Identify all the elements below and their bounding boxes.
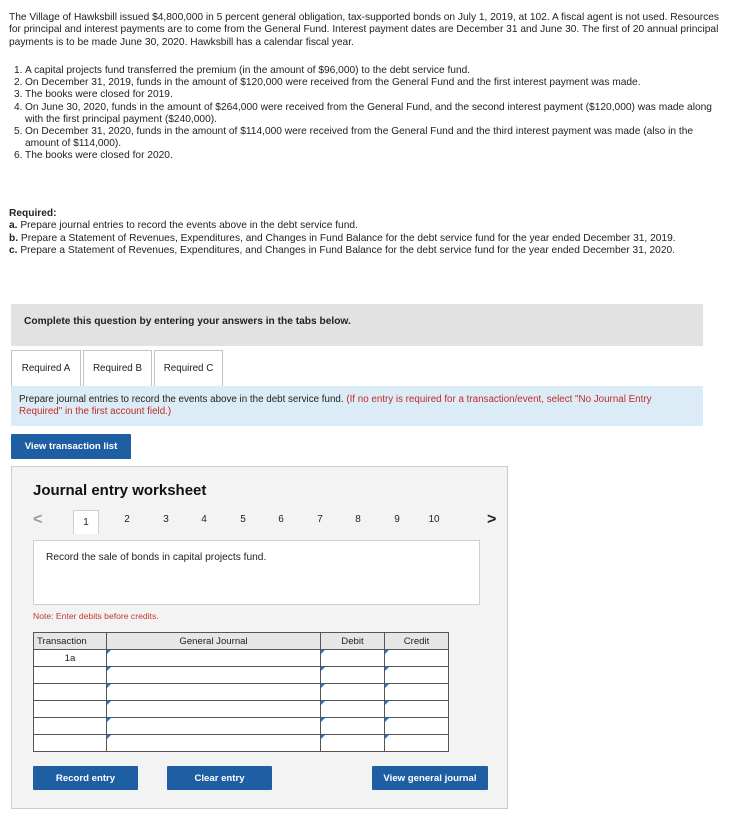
required-section bbox=[9, 208, 709, 258]
page-8[interactable]: 8 bbox=[355, 514, 361, 525]
column-header-general-journal: General Journal bbox=[107, 633, 321, 650]
view-transaction-list-button[interactable]: View transaction list bbox=[11, 434, 131, 459]
column-header-credit: Credit bbox=[385, 633, 449, 650]
event-number: 2. bbox=[14, 77, 23, 89]
chevron-left-icon[interactable]: < bbox=[33, 511, 43, 528]
account-select[interactable] bbox=[107, 701, 321, 718]
required-letter: a. bbox=[9, 220, 18, 232]
instructions-band bbox=[11, 304, 703, 346]
journal-entry-worksheet bbox=[11, 466, 508, 809]
tab-required-c[interactable]: Required C bbox=[154, 350, 223, 386]
entry-pager bbox=[30, 510, 500, 534]
credit-input[interactable] bbox=[385, 701, 449, 718]
page-3[interactable]: 3 bbox=[163, 514, 169, 525]
page-2[interactable]: 2 bbox=[124, 514, 130, 525]
page-6[interactable]: 6 bbox=[278, 514, 284, 525]
clear-entry-button[interactable]: Clear entry bbox=[167, 766, 272, 790]
account-select[interactable] bbox=[107, 718, 321, 735]
transaction-cell bbox=[34, 701, 107, 718]
tab-required-a[interactable]: Required A bbox=[11, 350, 81, 386]
required-letter: c. bbox=[9, 245, 18, 257]
page-5[interactable]: 5 bbox=[240, 514, 246, 525]
required-text: Prepare a Statement of Revenues, Expenditures, and Changes in Fund Balance for the debt service fund for the year ended December 31, 2020. bbox=[20, 245, 676, 257]
page-7[interactable]: 7 bbox=[317, 514, 323, 525]
event-text: A capital projects fund transferred the premium (in the amount of $96,000) to the debt service fund. bbox=[25, 65, 471, 76]
tab-required-b[interactable]: Required B bbox=[83, 350, 152, 386]
debit-input[interactable] bbox=[321, 667, 385, 684]
credit-input[interactable] bbox=[385, 718, 449, 735]
entry-note: Note: Enter debits before credits. bbox=[33, 611, 159, 621]
page-9[interactable]: 9 bbox=[394, 514, 400, 525]
table-row bbox=[34, 701, 449, 718]
debit-input[interactable] bbox=[321, 735, 385, 752]
table-row bbox=[34, 735, 449, 752]
event-number: 6. bbox=[14, 150, 23, 162]
column-header-debit: Debit bbox=[321, 633, 385, 650]
event-number: 1. bbox=[14, 65, 23, 76]
event-item bbox=[14, 65, 714, 77]
view-general-journal-button[interactable]: View general journal bbox=[372, 766, 488, 790]
required-text: Prepare a Statement of Revenues, Expenditures, and Changes in Fund Balance for the debt service fund for the year ended December 31, 2019. bbox=[20, 232, 676, 244]
event-item bbox=[14, 150, 714, 162]
account-select[interactable] bbox=[107, 667, 321, 684]
account-select[interactable] bbox=[107, 735, 321, 752]
event-text: The books were closed for 2019. bbox=[25, 89, 173, 101]
transaction-cell bbox=[34, 718, 107, 735]
required-text: Prepare journal entries to record the events above in the debt service fund. bbox=[20, 220, 358, 232]
debit-input[interactable] bbox=[321, 684, 385, 701]
event-text: On June 30, 2020, funds in the amount of $264,000 were received from the General Fund, and the second interest payment ($120,000) was made along with the first principal payment ($240,000). bbox=[25, 101, 712, 125]
event-item bbox=[14, 89, 714, 101]
credit-input[interactable] bbox=[385, 735, 449, 752]
table-row bbox=[34, 650, 449, 667]
table-row bbox=[34, 667, 449, 684]
tab-instruction bbox=[11, 386, 703, 426]
page-1[interactable]: 1 bbox=[73, 510, 99, 534]
event-item bbox=[14, 77, 714, 89]
tab-bar bbox=[11, 350, 225, 386]
event-number: 4. bbox=[14, 101, 23, 113]
instruction-hint: (If no entry is required for a transaction/event, select "No Journal Entry Required" in the first account field.) bbox=[19, 394, 652, 417]
column-header-transaction: Transaction bbox=[34, 633, 107, 650]
table-row bbox=[34, 718, 449, 735]
instructions-band-text: Complete this question by entering your answers in the tabs below. bbox=[24, 316, 351, 327]
required-letter: b. bbox=[9, 232, 19, 244]
event-number: 5. bbox=[14, 126, 23, 138]
page-10[interactable]: 10 bbox=[428, 514, 440, 525]
required-item-b bbox=[9, 233, 709, 245]
instruction-main: Prepare journal entries to record the events above in the debt service fund. bbox=[19, 394, 344, 405]
event-item bbox=[14, 102, 714, 126]
required-item-c bbox=[9, 245, 709, 257]
debit-input[interactable] bbox=[321, 650, 385, 667]
page-4[interactable]: 4 bbox=[201, 514, 207, 525]
entry-description bbox=[33, 540, 480, 605]
account-select[interactable] bbox=[107, 650, 321, 667]
credit-input[interactable] bbox=[385, 684, 449, 701]
event-text: The books were closed for 2020. bbox=[25, 150, 173, 162]
debit-input[interactable] bbox=[321, 718, 385, 735]
event-text: On December 31, 2019, funds in the amount of $120,000 were received from the General Fund and the first interest payment was made. bbox=[25, 77, 641, 89]
journal-table bbox=[33, 632, 449, 752]
table-row bbox=[34, 684, 449, 701]
transaction-cell bbox=[34, 735, 107, 752]
entry-description-text: Record the sale of bonds in capital projects fund. bbox=[46, 552, 267, 563]
transaction-cell: 1a bbox=[34, 650, 107, 667]
worksheet-title: Journal entry worksheet bbox=[33, 482, 207, 499]
event-number: 3. bbox=[14, 89, 23, 101]
problem-intro: The Village of Hawksbill issued $4,800,000 in 5 percent general obligation, tax-supported bonds on July 1, 2019, at 102. A fiscal agent is not used. Resources for principal and interest payments are to come from the General Fund. Interest payment dates are December 31 and June 30. The first of 20 annual principal payments is to be made June 30, 2020. Hawksbill has a calendar fiscal year. bbox=[9, 12, 719, 48]
account-select[interactable] bbox=[107, 684, 321, 701]
event-list bbox=[14, 65, 714, 163]
credit-input[interactable] bbox=[385, 650, 449, 667]
chevron-right-icon[interactable]: > bbox=[487, 511, 497, 528]
event-text: On December 31, 2020, funds in the amount of $114,000 were received from the General Fund and the third interest payment was made (also in the amount of $114,000). bbox=[25, 126, 694, 150]
required-item-a bbox=[9, 220, 709, 232]
debit-input[interactable] bbox=[321, 701, 385, 718]
journal-header-row bbox=[34, 633, 449, 650]
required-heading: Required: bbox=[9, 208, 57, 219]
event-item bbox=[14, 126, 714, 150]
transaction-cell bbox=[34, 684, 107, 701]
credit-input[interactable] bbox=[385, 667, 449, 684]
record-entry-button[interactable]: Record entry bbox=[33, 766, 138, 790]
transaction-cell bbox=[34, 667, 107, 684]
